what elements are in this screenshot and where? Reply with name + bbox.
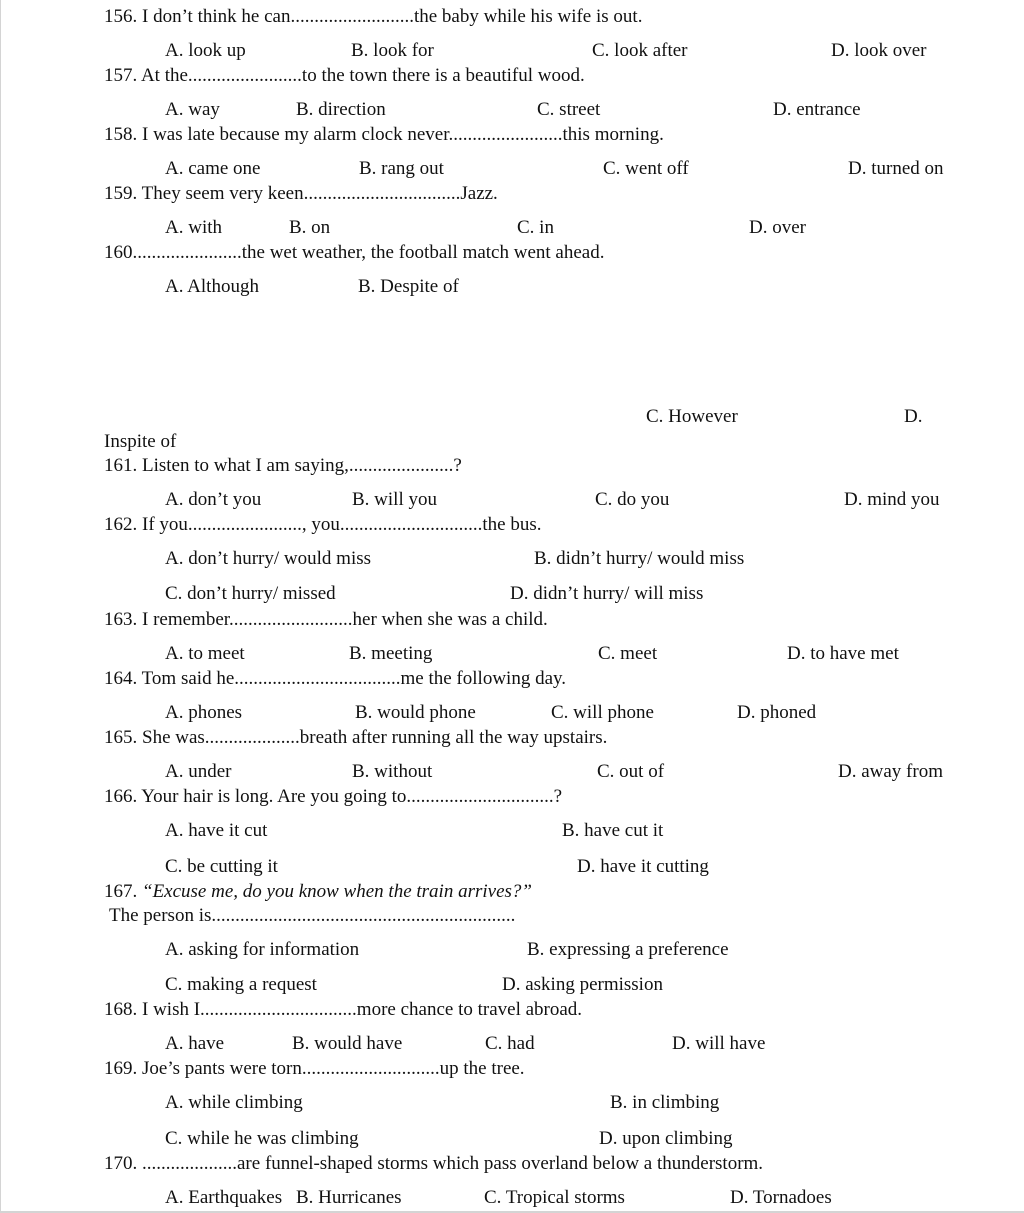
option-a: A. to meet	[165, 643, 245, 664]
option-d: D. entrance	[773, 99, 861, 120]
option-a: A. don’t hurry/ would miss	[165, 548, 372, 569]
option-c: C. while he was climbing	[165, 1128, 359, 1149]
option-b: B. expressing a preference	[527, 939, 729, 960]
option-d: D. away from	[838, 761, 943, 782]
option-d: D. have it cutting	[577, 856, 709, 877]
option-a: A. with	[165, 217, 222, 238]
option-c: C. However	[646, 406, 738, 427]
option-c: C. had	[485, 1033, 535, 1054]
option-c: C. in	[517, 217, 554, 238]
question-stem: 169. Joe’s pants were torn.............................up the tree.	[104, 1058, 525, 1079]
question-stem: 170. ....................are funnel-shaped storms which pass overland below a thunderstorm.	[104, 1153, 764, 1174]
option-a: A. have	[165, 1033, 225, 1054]
question-stem: 166. Your hair is long. Are you going to...............................?	[104, 786, 563, 807]
option-d: D. turned on	[848, 158, 944, 179]
option-a: A. under	[165, 761, 232, 782]
option-a: A. way	[165, 99, 220, 120]
option-a: A. look up	[165, 40, 246, 61]
question-stem-line2: The person is................................................................	[109, 905, 516, 926]
question-stem: 164. Tom said he...................................me the following day.	[104, 668, 567, 689]
option-d: D. to have met	[787, 643, 899, 664]
option-b: B. meeting	[349, 643, 433, 664]
question-stem: 158. I was late because my alarm clock never........................this morning.	[104, 124, 664, 145]
option-a: A. came one	[165, 158, 261, 179]
option-a: A. asking for information	[165, 939, 360, 960]
option-b: B. on	[289, 217, 331, 238]
option-b: B. direction	[296, 99, 386, 120]
question-stem: 156. I don’t think he can..........................the baby while his wife is out.	[104, 6, 643, 27]
option-d: D. Tornadoes	[730, 1187, 832, 1208]
dialogue-quote: “Excuse me, do you know when the train arrives?”	[142, 881, 532, 902]
option-d: D. phoned	[737, 702, 817, 723]
question-stem: 159. They seem very keen.................................Jazz.	[104, 183, 498, 204]
option-d: D. will have	[672, 1033, 766, 1054]
option-b: B. Despite of	[358, 276, 459, 297]
option-c: C. meet	[598, 643, 658, 664]
question-stem: 165. She was....................breath after running all the way upstairs.	[104, 727, 608, 748]
page-border-left	[0, 0, 1, 1213]
option-c: C. look after	[592, 40, 688, 61]
option-b: B. rang out	[359, 158, 444, 179]
option-d: D. look over	[831, 40, 927, 61]
option-a: A. Earthquakes	[165, 1187, 283, 1208]
option-c: C. do you	[595, 489, 670, 510]
option-a: A. phones	[165, 702, 243, 723]
option-c: C. don’t hurry/ missed	[165, 583, 336, 604]
option-b: B. have cut it	[562, 820, 664, 841]
option-c: C. will phone	[551, 702, 654, 723]
option-b: B. look for	[351, 40, 434, 61]
question-stem	[104, 881, 532, 903]
question-stem: 160.......................the wet weather, the football match went ahead.	[104, 242, 605, 263]
option-b: B. Hurricanes	[296, 1187, 402, 1208]
question-stem: 168. I wish I.................................more chance to travel abroad.	[104, 999, 583, 1020]
option-d: D. mind you	[844, 489, 940, 510]
option-c: C. Tropical storms	[484, 1187, 625, 1208]
option-a: A. Although	[165, 276, 259, 297]
question-number: 167.	[104, 881, 142, 902]
option-c: C. be cutting it	[165, 856, 278, 877]
option-a: A. have it cut	[165, 820, 268, 841]
option-c: C. street	[537, 99, 601, 120]
option-b: B. in climbing	[610, 1092, 720, 1113]
question-stem: 162. If you........................, you..............................the bus.	[104, 514, 542, 535]
option-a: A. don’t you	[165, 489, 262, 510]
option-b: B. without	[352, 761, 433, 782]
option-b: B. would phone	[355, 702, 476, 723]
option-b: B. will you	[352, 489, 437, 510]
option-d: D. over	[749, 217, 806, 238]
option-b: B. would have	[292, 1033, 403, 1054]
option-c: C. out of	[597, 761, 665, 782]
option-a: A. while climbing	[165, 1092, 303, 1113]
option-d-text: Inspite of	[104, 431, 177, 452]
option-c: C. making a request	[165, 974, 317, 995]
option-d: D. didn’t hurry/ will miss	[510, 583, 704, 604]
question-stem: 163. I remember..........................her when she was a child.	[104, 609, 548, 630]
option-d-label: D.	[904, 406, 923, 427]
option-b: B. didn’t hurry/ would miss	[534, 548, 745, 569]
option-c: C. went off	[603, 158, 689, 179]
option-d: D. asking permission	[502, 974, 663, 995]
option-d: D. upon climbing	[599, 1128, 733, 1149]
question-stem: 161. Listen to what I am saying,......................?	[104, 455, 462, 476]
question-stem: 157. At the........................to the town there is a beautiful wood.	[104, 65, 585, 86]
